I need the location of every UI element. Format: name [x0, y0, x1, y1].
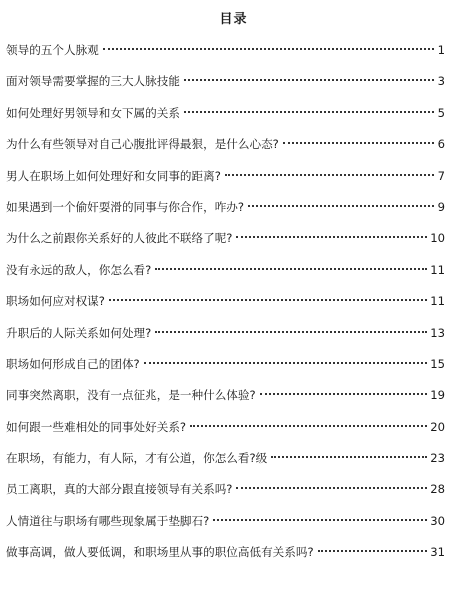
toc-entry-page: 11 [430, 294, 445, 309]
toc-entry-page: 6 [437, 137, 445, 152]
dot-leader [236, 236, 427, 238]
toc-entry-page: 28 [430, 482, 445, 497]
toc-entry-label: 同事突然离职，没有一点征兆，是一种什么体验? [6, 388, 256, 403]
toc-entry-page: 23 [430, 451, 445, 466]
toc-entry[interactable] [6, 165, 445, 196]
toc-entry[interactable] [6, 133, 445, 164]
toc-entry-label: 在职场，有能力，有人际，才有公道，你怎么看?级 [6, 451, 268, 466]
toc-entry[interactable] [6, 510, 445, 541]
toc-entry[interactable] [6, 70, 445, 101]
toc-entry-label: 人情道往与职场有哪些现象属于垫脚石? [6, 513, 210, 528]
toc-entry[interactable] [6, 384, 445, 415]
toc-entry-page: 30 [430, 513, 445, 528]
toc-entry-page: 13 [430, 325, 445, 340]
toc-entry[interactable] [6, 416, 445, 447]
toc-entry-label: 升职后的人际关系如何处理? [6, 325, 152, 340]
toc-entry-page: 7 [437, 168, 445, 183]
toc-entry-page: 11 [430, 262, 445, 277]
toc-entry[interactable] [6, 447, 445, 478]
dot-leader [248, 205, 434, 207]
dot-leader [155, 268, 427, 270]
toc-entry[interactable] [6, 102, 445, 133]
toc-entry-label: 职场如何应对权谋? [6, 294, 105, 309]
toc-entry-page: 1 [437, 43, 445, 57]
dot-leader [155, 331, 427, 333]
toc-entry-page: 10 [430, 231, 445, 246]
dot-leader [144, 362, 428, 364]
toc-entry[interactable] [6, 290, 445, 321]
toc-entry-label: 领导的五个人脉观 [6, 43, 99, 57]
toc-entry-label: 职场如何形成自己的团体? [6, 356, 140, 371]
toc-entry-page: 20 [430, 419, 445, 434]
toc-entry-page: 5 [437, 105, 445, 120]
toc-entry-page: 15 [430, 356, 445, 371]
toc-entry-page: 31 [430, 545, 445, 560]
dot-leader [236, 487, 427, 489]
toc-entry[interactable] [6, 196, 445, 227]
toc-entry-page: 3 [437, 74, 445, 89]
toc-entry[interactable] [6, 478, 445, 509]
toc-title: 目录 [219, 12, 248, 27]
toc-entry-label: 面对领导需要掌握的三大人脉技能 [6, 74, 180, 89]
dot-leader [109, 299, 427, 301]
toc-entry[interactable] [6, 322, 445, 353]
toc-entry[interactable] [6, 227, 445, 258]
dot-leader [271, 456, 427, 458]
toc-entry[interactable] [6, 39, 445, 70]
toc-entry-label: 如何处理好男领导和女下属的关系 [6, 105, 180, 120]
toc-entry-label: 如何跟一些难相处的同事处好关系? [6, 419, 187, 434]
toc-entry-label: 没有永远的敌人，你怎么看? [6, 262, 152, 277]
dot-leader [260, 393, 428, 395]
toc-entry-page: 19 [430, 388, 445, 403]
toc-entry-label: 做事高调，做人要低调，和职场里从事的职位高低有关系吗? [6, 545, 314, 560]
toc-entry-label: 如果遇到一个偷奸耍滑的同事与你合作，咋办? [6, 199, 245, 214]
toc-entry-label: 为什么之前跟你关系好的人彼此不联络了呢? [6, 231, 233, 246]
dot-leader [283, 142, 434, 144]
dot-leader [318, 550, 428, 552]
toc-entry-label: 男人在职场上如何处理好和女同事的距离? [6, 168, 221, 183]
toc-entry[interactable] [6, 259, 445, 290]
toc-entry-label: 为什么有些领导对自己心腹批评得最狠，是什么心态? [6, 137, 279, 152]
toc-entry[interactable] [6, 353, 445, 384]
dot-leader [213, 519, 427, 521]
dot-leader [184, 79, 434, 81]
dot-leader [184, 111, 434, 113]
dot-leader [190, 425, 427, 427]
dot-leader [103, 48, 434, 50]
toc-entry-page: 9 [437, 199, 445, 214]
toc-list [6, 39, 445, 573]
dot-leader [225, 174, 434, 176]
toc-entry[interactable] [6, 541, 445, 572]
toc-entry-label: 员工离职，真的大部分跟直接领导有关系吗? [6, 482, 233, 497]
